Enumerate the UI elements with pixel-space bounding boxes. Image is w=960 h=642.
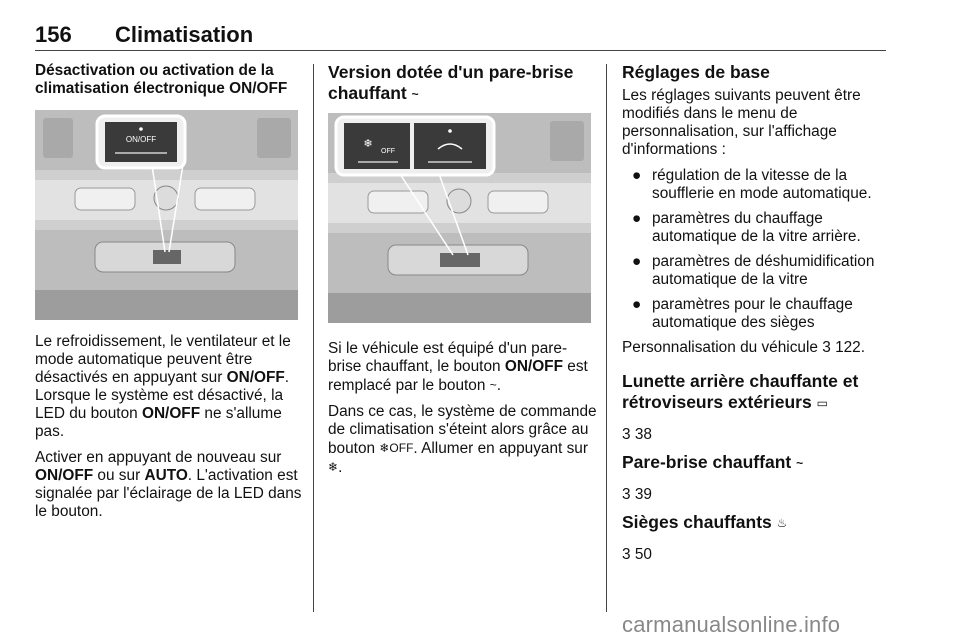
ac-icon: ❄ [328, 460, 339, 474]
windscreen-heat-icon: ~ [411, 87, 419, 101]
settings-list [622, 167, 887, 332]
section-heading-windscreen: Version dotée d'un pare-brise chauffant ~ [328, 62, 574, 103]
list-item: ● paramètres pour le chauffage automatique des sièges [632, 296, 853, 331]
bullet-icon: ● [632, 167, 642, 184]
list-item: ● paramètres du chauffage automatique de la vitre arrière. [632, 210, 861, 245]
column-divider-2 [606, 64, 607, 612]
console-photo-onoff [35, 110, 298, 320]
page-reference: 3 38 [622, 426, 652, 443]
page-header [35, 22, 885, 50]
seat-heat-icon: ♨ [776, 516, 788, 530]
cross-reference: Personnalisation du véhicule 3 122. [622, 339, 866, 356]
photo-off-label: OFF [381, 148, 395, 155]
section-heading-heated-seats: Sièges chauffants ♨ [622, 512, 788, 532]
bullet-icon: ● [632, 296, 642, 313]
paragraph: Dans ce cas, le système de commande de climatisation s'éteint alors grâce au bouton ❄OFF. Allumer en appuyant sur ❄. [328, 403, 597, 476]
section-heading-basic-settings: Réglages de base [622, 62, 770, 82]
ref-arrow-icon: 3 [622, 486, 631, 503]
column-divider-1 [313, 64, 314, 612]
windscreen-heat-icon: ~ [796, 456, 804, 470]
list-item: ● paramètres de déshumidification automatique de la vitre [632, 253, 875, 288]
paragraph: Activer en appuyant de nouveau sur ON/OFF ou sur AUTO. L'activation est signalée par l'éclairage de la LED dans le bouton. [35, 449, 302, 520]
section-heading-heated-windscreen: Pare-brise chauffant ~ [622, 452, 804, 472]
paragraph: Si le véhicule est équipé d'un pare-brise chauffant, le bouton ON/OFF est remplacé par le bouton ~. [328, 340, 588, 394]
bullet-icon: ● [632, 210, 642, 227]
column-3 [622, 62, 887, 572]
header-divider [35, 50, 886, 51]
bullet-icon: ● [632, 253, 642, 270]
paragraph: Le refroidissement, le ventilateur et le mode automatique peuvent être désactivés en appuyant sur ON/OFF. Lorsque le système est désactivé, la LED du bouton ON/OFF ne s'allume pas. [35, 333, 291, 440]
page-title: Climatisation [115, 22, 254, 47]
section-heading-onoff: Désactivation ou activation de la climatisation électronique ON/OFF [35, 62, 288, 97]
page-number: 156 [35, 22, 72, 47]
page-reference: 3 39 [622, 486, 652, 503]
console-photo-windscreen [328, 113, 591, 323]
photo-ac-icon: ❄ [363, 137, 373, 150]
photo-onoff-label: ON/OFF [125, 135, 157, 144]
ac-off-icon: ❄OFF [379, 441, 414, 455]
intro-text: Les réglages suivants peuvent être modifiés dans le menu de personnalisation, sur l'affichage d'informations : [622, 87, 861, 158]
ref-arrow-icon: 3 [622, 426, 631, 443]
column-2 [328, 62, 598, 485]
watermark: carmanualsonline.info [622, 612, 841, 637]
rear-window-heat-icon: ▭ [816, 396, 828, 410]
section-heading-rear-heat: Lunette arrière chauffante et rétroviseurs extérieurs ▭ [622, 371, 859, 412]
list-item: ● régulation de la vitesse de la soufflerie en mode automatique. [632, 167, 872, 202]
page-reference: 3 50 [622, 546, 652, 563]
column-1 [35, 62, 303, 529]
windscreen-heat-icon: ~ [489, 378, 497, 392]
ref-arrow-icon: 3 [622, 546, 631, 563]
ref-arrow-icon: 3 [822, 339, 831, 356]
